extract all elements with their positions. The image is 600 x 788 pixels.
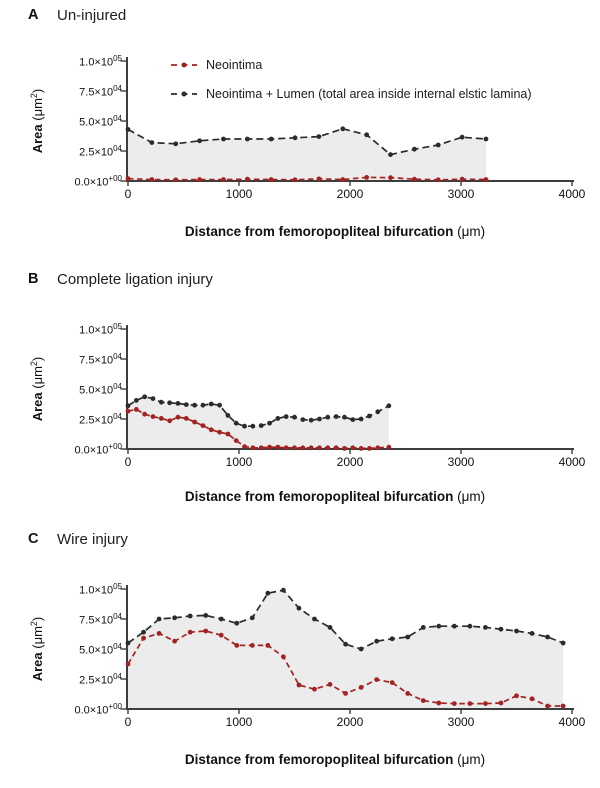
- neointima-lumen-series-point: [219, 617, 224, 622]
- neointima-series-point: [197, 177, 202, 182]
- neointima-series-point: [499, 701, 504, 706]
- neointima-lumen-line-icon: [171, 90, 197, 98]
- panel-title: Un-injured: [57, 7, 127, 24]
- neointima-lumen-series-point: [151, 396, 156, 401]
- legend-label: Neointima: [206, 58, 263, 72]
- neointima-series-point: [157, 631, 162, 636]
- neointima-series-point: [126, 662, 131, 667]
- y-tick-label: $2.5\times 10^{04}$: [79, 412, 122, 427]
- x-tick-label: 3000: [447, 715, 475, 729]
- neointima-series-point: [221, 177, 226, 182]
- neointima-series-point: [126, 409, 131, 414]
- neointima-series-point: [201, 423, 206, 428]
- neointima-series-point: [436, 701, 441, 706]
- neointima-series-point: [245, 177, 250, 182]
- neointima-lumen-series-point: [375, 409, 380, 414]
- y-tick-label: $1.0\times 10^{05}$: [79, 322, 122, 337]
- neointima-series-point: [530, 696, 535, 701]
- neointima-series-point: [267, 445, 272, 450]
- legend: [171, 58, 532, 116]
- neointima-series-point: [203, 629, 208, 634]
- neointima-series-point: [452, 701, 457, 706]
- neointima-lumen-series-point: [405, 635, 410, 640]
- panel-letter: B: [28, 271, 39, 287]
- neointima-series-point: [188, 630, 193, 635]
- x-axis-label: Distance from femoropopliteal bifurcation (μm): [184, 224, 486, 239]
- neointima-lumen-series-point: [359, 417, 364, 422]
- neointima-series-point: [281, 654, 286, 659]
- neointima-lumen-series-point: [325, 415, 330, 420]
- neointima-lumen-series-point: [242, 424, 247, 429]
- neointima-lumen-series-point: [192, 403, 197, 408]
- y-axis-label: Area $(\mu m^2)$: [28, 616, 46, 682]
- neointima-series-point: [421, 698, 426, 703]
- neointima-lumen-series-point: [388, 152, 393, 157]
- x-tick-label: 2000: [336, 455, 364, 469]
- legend-label: Neointima + Lumen (total area inside internal elstic lamina): [206, 87, 532, 101]
- neointima-series-point: [192, 420, 197, 425]
- neointima-lumen-series-point: [386, 403, 391, 408]
- neointima-lumen-series-point: [141, 630, 146, 635]
- neointima-lumen-series-point: [367, 414, 372, 419]
- y-tick-label: $1.0\times 10^{05}$: [79, 582, 122, 597]
- neointima-series-point: [250, 445, 255, 450]
- neointima-series-point: [412, 177, 417, 182]
- neointima-lumen-series-point: [359, 647, 364, 652]
- neointima-lumen-series-point: [173, 141, 178, 146]
- neointima-lumen-series-point: [126, 641, 131, 646]
- neointima-lumen-series-point: [317, 417, 322, 422]
- y-tick-label: $0.0\times 10^{+00}$: [74, 442, 122, 457]
- x-tick-label: 0: [124, 187, 132, 201]
- neointima-lumen-series-point: [514, 629, 519, 634]
- neointima-series-point: [342, 446, 347, 451]
- neointima-series-point: [364, 175, 369, 180]
- x-axis-label: Distance from femoropopliteal bifurcation (μm): [184, 752, 486, 767]
- y-tick-label: $2.5\times 10^{04}$: [79, 144, 122, 159]
- x-tick-label: 0: [124, 715, 132, 729]
- neointima-series-point: [386, 445, 391, 450]
- neointima-series-point: [388, 175, 393, 180]
- neointima-series-point: [375, 445, 380, 450]
- neointima-lumen-series-point: [343, 642, 348, 647]
- neointima-lumen-series-point: [317, 134, 322, 139]
- x-tick-label: 1000: [225, 455, 253, 469]
- neointima-series-point: [142, 412, 147, 417]
- neointima-lumen-series-point: [172, 615, 177, 620]
- neointima-series-point: [134, 407, 139, 412]
- neointima-series-point: [141, 636, 146, 641]
- neointima-series-point: [159, 416, 164, 421]
- neointima-series-point: [309, 445, 314, 450]
- panel-B: [0, 260, 600, 520]
- neointima-series-point: [259, 445, 264, 450]
- neointima-lumen-series-point: [390, 636, 395, 641]
- y-tick-label: $2.5\times 10^{04}$: [79, 672, 122, 687]
- x-tick-label: 3000: [447, 187, 475, 201]
- neointima-lumen-series-point: [421, 625, 426, 630]
- neointima-series-point: [234, 643, 239, 648]
- neointima-lumen-series-point: [245, 137, 250, 142]
- chart-A-svg: [0, 0, 600, 260]
- neointima-lumen-series-point: [499, 627, 504, 632]
- neointima-series-point: [483, 701, 488, 706]
- neointima-series-point: [328, 682, 333, 687]
- neointima-lumen-series-point: [234, 421, 239, 426]
- neointima-series-point: [219, 633, 224, 638]
- neointima-lumen-series-point: [126, 127, 131, 132]
- neointima-lumen-series-point: [484, 137, 489, 142]
- neointima-lumen-series-point: [452, 624, 457, 629]
- neointima-lumen-series-point: [234, 621, 239, 626]
- neointima-series-point: [317, 176, 322, 181]
- neointima-series-point: [172, 639, 177, 644]
- y-tick-label: $5.0\times 10^{04}$: [79, 642, 122, 657]
- neointima-lumen-series-point: [134, 398, 139, 403]
- neointima-lumen-series-point: [269, 137, 274, 142]
- neointima-lumen-series-point: [201, 403, 206, 408]
- neointima-lumen-series-point: [436, 624, 441, 629]
- neointima-lumen-series-point: [176, 401, 181, 406]
- neointima-series-point: [312, 687, 317, 692]
- neointima-lumen-series-point: [188, 614, 193, 619]
- y-tick-label: $7.5\times 10^{04}$: [79, 84, 122, 99]
- neointima-lumen-series-point: [309, 418, 314, 423]
- neointima-lumen-series-point: [483, 625, 488, 630]
- neointima-lumen-series-point: [340, 126, 345, 131]
- neointima-lumen-series-point: [328, 625, 333, 630]
- neointima-lumen-series-point: [197, 138, 202, 143]
- neointima-series-point: [151, 414, 156, 419]
- neointima-lumen-series-point: [217, 403, 222, 408]
- neointima-lumen-series-point: [293, 135, 298, 140]
- neointima-lumen-series-point: [250, 615, 255, 620]
- neointima-line-icon: [171, 61, 197, 69]
- neointima-series-point: [340, 177, 345, 182]
- neointima-series-point: [467, 701, 472, 706]
- panel-letter: A: [28, 7, 39, 23]
- neointima-series-point: [350, 445, 355, 450]
- neointima-lumen-series-point: [142, 394, 147, 399]
- x-tick-label: 2000: [336, 187, 364, 201]
- neointima-series-point: [217, 430, 222, 435]
- neointima-series-point: [374, 677, 379, 682]
- panel-title: Complete ligation injury: [57, 271, 213, 288]
- panel-letter: C: [28, 531, 39, 547]
- neointima-series-point: [226, 432, 231, 437]
- neointima-series-point: [126, 176, 131, 181]
- neointima-lumen-series-point: [292, 415, 297, 420]
- panel-C: [0, 520, 600, 788]
- area-fill: [128, 397, 389, 449]
- neointima-lumen-series-point: [126, 403, 131, 408]
- neointima-series-point: [167, 418, 172, 423]
- neointima-series-point: [390, 680, 395, 685]
- x-tick-label: 1000: [225, 715, 253, 729]
- neointima-series-point: [269, 177, 274, 182]
- neointima-lumen-series-point: [297, 606, 302, 611]
- y-tick-label: $0.0\times 10^{+00}$: [74, 702, 122, 717]
- y-tick-label: $7.5\times 10^{04}$: [79, 352, 122, 367]
- neointima-lumen-series-point: [300, 417, 305, 422]
- x-tick-label: 1000: [225, 187, 253, 201]
- neointima-lumen-series-point: [342, 415, 347, 420]
- y-axis-label: Area $(\mu m^2)$: [28, 88, 46, 154]
- neointima-lumen-series-point: [226, 413, 231, 418]
- neointima-series-point: [275, 445, 280, 450]
- neointima-series-point: [292, 445, 297, 450]
- neointima-series-point: [234, 438, 239, 443]
- neointima-series-point: [359, 685, 364, 690]
- x-tick-label: 4000: [558, 455, 586, 469]
- neointima-series-point: [405, 691, 410, 696]
- y-tick-label: $0.0\times 10^{+00}$: [74, 174, 122, 189]
- neointima-lumen-series-point: [184, 402, 189, 407]
- neointima-series-point: [242, 444, 247, 449]
- neointima-series-point: [209, 427, 214, 432]
- neointima-lumen-series-point: [221, 137, 226, 142]
- neointima-series-point: [297, 683, 302, 688]
- neointima-series-point: [325, 445, 330, 450]
- x-tick-label: 2000: [336, 715, 364, 729]
- y-tick-label: $5.0\times 10^{04}$: [79, 382, 122, 397]
- neointima-lumen-series-point: [157, 617, 162, 622]
- y-axis-label: Area $(\mu m^2)$: [28, 356, 46, 422]
- x-tick-label: 4000: [558, 187, 586, 201]
- neointima-lumen-series-point: [436, 143, 441, 148]
- neointima-series-point: [300, 445, 305, 450]
- y-tick-label: $7.5\times 10^{04}$: [79, 612, 122, 627]
- neointima-lumen-series-point: [259, 423, 264, 428]
- neointima-series-point: [250, 643, 255, 648]
- neointima-lumen-series-point: [530, 631, 535, 636]
- neointima-series-point: [173, 177, 178, 182]
- neointima-lumen-series-point: [460, 135, 465, 140]
- neointima-lumen-series-point: [159, 400, 164, 405]
- neointima-lumen-series-point: [250, 424, 255, 429]
- neointima-lumen-series-point: [281, 588, 286, 593]
- neointima-series-point: [293, 177, 298, 182]
- neointima-lumen-series-point: [265, 591, 270, 596]
- neointima-lumen-series-point: [203, 613, 208, 618]
- neointima-lumen-series-point: [350, 417, 355, 422]
- neointima-series-point: [176, 415, 181, 420]
- neointima-series-point: [561, 704, 566, 709]
- neointima-lumen-series-point: [364, 132, 369, 137]
- neointima-lumen-series-point: [209, 402, 214, 407]
- y-tick-label: $5.0\times 10^{04}$: [79, 114, 122, 129]
- neointima-series-point: [184, 416, 189, 421]
- neointima-series-point: [359, 446, 364, 451]
- neointima-series-point: [343, 691, 348, 696]
- legend-item-neointima: [171, 58, 532, 72]
- neointima-series-point: [514, 693, 519, 698]
- neointima-lumen-series-point: [167, 400, 172, 405]
- neointima-series-point: [149, 177, 154, 182]
- neointima-series-point: [436, 177, 441, 182]
- neointima-lumen-series-point: [312, 617, 317, 622]
- y-tick-label: $1.0\times 10^{05}$: [79, 54, 122, 69]
- panel-title: Wire injury: [57, 531, 128, 548]
- neointima-lumen-series-point: [561, 641, 566, 646]
- neointima-lumen-series-point: [412, 147, 417, 152]
- neointima-lumen-series-point: [275, 416, 280, 421]
- neointima-series-point: [545, 704, 550, 709]
- neointima-series-point: [317, 445, 322, 450]
- neointima-series-point: [284, 445, 289, 450]
- neointima-lumen-series-point: [267, 421, 272, 426]
- neointima-lumen-series-point: [545, 635, 550, 640]
- neointima-series-point: [334, 445, 339, 450]
- panel-A: [0, 0, 600, 260]
- legend-item-neointima-lumen: [171, 87, 532, 101]
- x-tick-label: 4000: [558, 715, 586, 729]
- x-tick-label: 3000: [447, 455, 475, 469]
- neointima-lumen-series-point: [374, 639, 379, 644]
- neointima-series-point: [265, 643, 270, 648]
- neointima-series-point: [367, 446, 372, 451]
- neointima-lumen-series-point: [467, 624, 472, 629]
- neointima-lumen-series-point: [149, 140, 154, 145]
- neointima-series-point: [460, 177, 465, 182]
- x-axis-label: Distance from femoropopliteal bifurcation (μm): [184, 489, 486, 504]
- neointima-series-point: [484, 177, 489, 182]
- x-tick-label: 0: [124, 455, 132, 469]
- neointima-lumen-series-point: [284, 414, 289, 419]
- neointima-lumen-series-point: [334, 414, 339, 419]
